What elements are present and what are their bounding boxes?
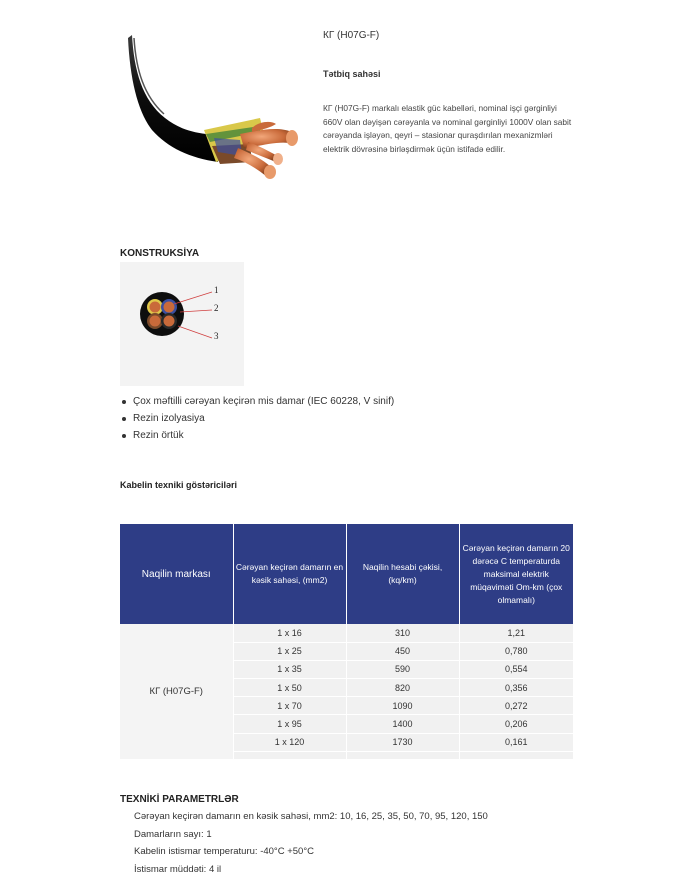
feature-item: Rezin izolyasiya [120, 410, 394, 427]
resistance-cell: 0,206 [459, 715, 573, 733]
column-header-resistance: Cərəyan keçirən damarın 20 dərəcə C temperaturda maksimal elektrik müqavimәti Om-km (çox olmamalı) [459, 524, 573, 624]
column-header-weight: Naqilin hesabi çəkisi, (kq/km) [346, 524, 459, 624]
brand-cell: КГ (H07G-F) [120, 624, 233, 759]
cross-section-cell: 1 x 70 [233, 697, 346, 715]
cross-section-cell: 1 x 50 [233, 679, 346, 697]
weight-cell: 590 [346, 660, 459, 678]
weight-cell: 1400 [346, 715, 459, 733]
column-header-brand: Naqilin markası [120, 524, 233, 624]
params-list [134, 808, 488, 878]
param-item: Cərəyan keçirən damarın en kəsik sahəsi, mm2: 10, 16, 25, 35, 50, 70, 95, 120, 150 [134, 811, 488, 822]
product-title: КГ (H07G-F) [323, 30, 380, 41]
usage-description: КГ (H07G-F) markalı elastik güc kabelləri, nominal işçi gərginliyi 660V olan dəyişən cərəyanla və nominal gərginliyi 1000V olan sabit cərəyanda işləyən, qeyri – stasionar quraşdırılan mexanizmləri elektrik dövrəsinə birləşdirmək üçün istifadə edilir. [323, 103, 572, 154]
weight-cell: 310 [346, 624, 459, 642]
resistance-cell: 0,161 [459, 733, 573, 751]
specs-heading: Kabelin texniki göstəriciləri [120, 480, 238, 490]
callout-2: 2 [214, 303, 219, 313]
resistance-cell: 0,272 [459, 697, 573, 715]
usage-heading: Tətbiq sahəsi [323, 69, 381, 79]
resistance-cell: 1,21 [459, 624, 573, 642]
weight-cell: 450 [346, 642, 459, 660]
cross-section-cell: 1 x 95 [233, 715, 346, 733]
callout-1: 1 [214, 285, 219, 295]
resistance-cell: 0,780 [459, 642, 573, 660]
resistance-cell: 0,356 [459, 679, 573, 697]
cross-section-cell: 1 x 25 [233, 642, 346, 660]
construction-feature-list [120, 393, 394, 444]
param-item: Damarların sayı: 1 [134, 828, 212, 840]
weight-cell: 1090 [346, 697, 459, 715]
construction-heading: KONSTRUKSİYA [120, 248, 200, 259]
params-heading: TEXNİKİ PARAMETRLƏR [120, 794, 239, 805]
cable-cross-section-diagram [120, 262, 244, 386]
param-item: Kabelin istismar temperaturu: -40°C +50°C [134, 846, 314, 857]
cross-section-cell: 1 x 16 [233, 624, 346, 642]
table-header-row [120, 524, 573, 624]
weight-cell: 820 [346, 679, 459, 697]
weight-cell: 1730 [346, 733, 459, 751]
feature-item: Çox məftilli cərəyan keçirən mis damar (IEC 60228, V sinif) [120, 393, 394, 410]
param-item: İstismar müddəti: 4 il [134, 863, 222, 875]
column-header-cross-section: Cərəyan keçirən damarın en kəsik sahəsi, (mm2) [233, 524, 346, 624]
table-row [120, 624, 573, 642]
feature-item: Rezin örtük [120, 427, 394, 444]
cross-section-cell: 1 x 35 [233, 660, 346, 678]
callout-3: 3 [214, 331, 219, 341]
cross-section-cell: 1 x 120 [233, 733, 346, 751]
spec-table [120, 524, 573, 760]
resistance-cell: 0,554 [459, 660, 573, 678]
cable-product-image [120, 30, 310, 200]
